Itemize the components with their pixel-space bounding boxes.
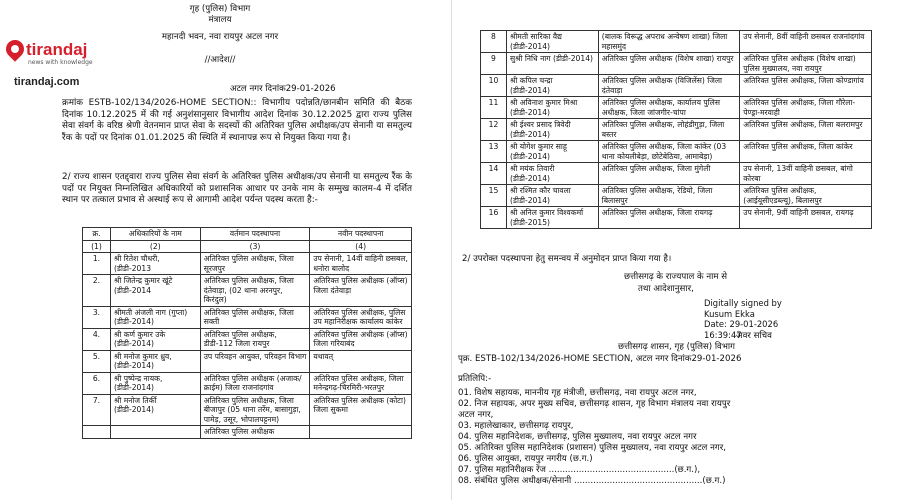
- table-cell: श्री ईश्वर प्रसाद त्रिवेदी (डीडी-2014): [506, 119, 598, 141]
- copy-recipient: 06. पुलिस आयुक्त, रायपुर नगरीय (छ.ग.): [458, 454, 593, 464]
- copy-list: [458, 388, 894, 487]
- copy-recipient: 02. निज सहायक, अपर मुख्य सचिव, छत्तीसगढ़ शासन, गृह विभाग मंत्रालय नवा रायपुर: [458, 399, 731, 409]
- table-cell: 11: [481, 97, 507, 119]
- table-cell: 16: [481, 207, 507, 229]
- signatory-dept: छत्तीसगढ़ शासन, गृह (पुलिस) विभाग: [618, 342, 735, 352]
- table-row: [83, 372, 412, 394]
- table-cell: अतिरिक्त पुलिस अधीक्षक, लोहंडीगुड़ा, जिला बस्तर: [598, 119, 740, 141]
- table-cell: अतिरिक्त पुलिस अधीक्षक, जिला बीजापुर (05 थाना तर्रेम, बासागुड़ा, पामेड़, उसूर, भोपालपट्टनम): [200, 394, 310, 426]
- table-row: [83, 253, 412, 275]
- col-number: (1): [83, 240, 111, 253]
- table-cell: 8: [481, 31, 507, 53]
- table-cell: अतिरिक्त पुलिस अधीक्षक (ऑप्स) जिला गरियाबंद: [310, 328, 412, 350]
- table-row: [481, 141, 872, 163]
- table-cell: अतिरिक्त पुलिस अधीक्षक (अजाक/क्राईम) जिला राजनांदगांव: [200, 372, 310, 394]
- table-cell: श्री कर्ण कुमार उके (डीडी-2014): [110, 328, 200, 350]
- table-cell: 5.: [83, 350, 111, 372]
- table-cell: अतिरिक्त पुलिस अधीक्षक: [200, 426, 310, 439]
- col-number: (2): [110, 240, 200, 253]
- map-pin-icon: [2, 36, 27, 61]
- copy-recipient: 03. महालेखाकार, छत्तीसगढ़ रायपुर,: [458, 421, 574, 431]
- copy-heading: प्रतिलिपि:-: [458, 374, 492, 384]
- table-cell: सुश्री निधि नाग (डीडी-2014): [506, 53, 598, 75]
- endorsement-line: पृक्र. ESTB-102/134/2026-HOME SECTION, अटल नगर दिनांक29-01-2026: [458, 354, 742, 364]
- table-header-row: [83, 228, 412, 241]
- table-row: [83, 350, 412, 372]
- col-header: वर्तमान पदस्थापना: [200, 228, 310, 241]
- table-cell: श्रीमती अंजली नाग (गुप्ता) (डीडी-2014): [110, 306, 200, 328]
- posting-table-right: [480, 30, 872, 229]
- table-row: [481, 163, 872, 185]
- table-cell: श्री अविनाश कुमार मिश्रा (डीडी-2014): [506, 97, 598, 119]
- table-cell: श्री पुष्पेन्द्र नायक, (डीडी-2014): [110, 372, 200, 394]
- table-row: [481, 75, 872, 97]
- table-cell: उप सेनानी, 8वीं वाहिनी छसबल राजनांदगांव: [740, 31, 872, 53]
- table-cell: अतिरिक्त पुलिस अधीक्षक, जिला मनेन्द्रगढ़-चिरमिरी-भरतपुर: [310, 372, 412, 394]
- order-paragraph-1: क्रमांक ESTB-102/134/2026-HOME SECTION:: विभागीय पदोन्नति/छानबीन समिति की बैठक दिनांक 10.12.2025 में की गई अनुशंसानुसार विभागीय आदेश दिनांक 30.12.2025 द्वारा राज्य पुलिस सेवा संवर्ग के वरिष्ठ श्रेणी वेतनमान प्राप्त सेवा के सदस्यों की अतिरिक्त पुलिस अधीक्षक/उप सेनानी या समतुल्य रैंक के पदों पर दिनांक 01.01.2025 की स्थिति में स्थानापन्न रूप से नियुक्त किया गया है।: [62, 98, 412, 143]
- table-cell: अतिरिक्त पुलिस अधीक्षक, जिला कांकेर (03 थाना कोयलीबेड़ा, छोटेबेठिया, आमाबेड़ा): [598, 141, 740, 163]
- order-page-right: [452, 0, 900, 500]
- signature-time: 16:39:47: [704, 329, 742, 340]
- table-row: [481, 185, 872, 207]
- table-cell: अतिरिक्त पुलिस अधीक्षक (कोटा) जिला सुकमा: [310, 394, 412, 426]
- table-cell: अतिरिक्त पुलिस अधीक्षक, जिला कोण्डागांव: [740, 75, 872, 97]
- table-cell: श्री जितेन्द्र कुमार खूंटे (डीडी-2014: [110, 275, 200, 307]
- table-cell: अतिरिक्त पुलिस अधीक्षक, रेडियो, जिला बिलासपुर: [598, 185, 740, 207]
- table-cell: अतिरिक्त पुलिस अधीक्षक, जिला बलरामपुर: [740, 119, 872, 141]
- copy-recipient: 05. अतिरिक्त पुलिस महानिदेशक (प्रशासन) पुलिस मुख्यालय, नवा रायपुर अटल नगर,: [458, 443, 726, 453]
- table-row: [83, 426, 412, 439]
- table-row: [481, 31, 872, 53]
- table-cell: 15: [481, 185, 507, 207]
- table-cell: उप सेनानी, 13वीं वाहिनी छसबल, बांगो कोरबा: [740, 163, 872, 185]
- table-cell: [110, 426, 200, 439]
- table-cell: 7.: [83, 394, 111, 426]
- logo-domain: tirandaj.com: [14, 76, 80, 88]
- table-cell: श्री अनिल कुमार विश्वकर्मा (डीडी-2015): [506, 207, 598, 229]
- col-header: नवीन पदस्थापना: [310, 228, 412, 241]
- governor-line: छत्तीसगढ़ के राज्यपाल के नाम से: [624, 272, 728, 282]
- table-cell: अतिरिक्त पुलिस अधीक्षक, जिला कांकेर: [740, 141, 872, 163]
- logo-brand: tirandaj: [26, 40, 88, 59]
- table-cell: अतिरिक्त पुलिस अधीक्षक, जिला मुंगेली: [598, 163, 740, 185]
- table-cell: श्री कपिल चन्द्रा (डीडी-2014): [506, 75, 598, 97]
- table-cell: 3.: [83, 306, 111, 328]
- table-row: [83, 275, 412, 307]
- copy-recipient: 07. पुलिस महानिरीक्षक रेंज ..............................................(छ.ग.),: [458, 465, 701, 475]
- table-cell: अतिरिक्त पुलिस अधीक्षक, जिला दंतेवाड़ा, (02 थाना अरनपुर, किरंदुल): [200, 275, 310, 307]
- table-cell: 12: [481, 119, 507, 141]
- header-block: [110, 4, 330, 66]
- col-number: (4): [310, 240, 412, 253]
- table-cell: 9: [481, 53, 507, 75]
- table-cell: श्री रितेश चौधरी, (डीडी-2013: [110, 253, 200, 275]
- col-number: (3): [200, 240, 310, 253]
- order-date: अटल नगर दिनांक29-01-2026: [230, 84, 336, 94]
- table-cell: श्री योगेश कुमार साहू (डीडी-2014): [506, 141, 598, 163]
- table-cell: अतिरिक्त पुलिस अधीक्षक, (आईयूसीएडब्ल्यू), बिलासपुर: [740, 185, 872, 207]
- table-row: [83, 306, 412, 328]
- table-cell: अतिरिक्त पुलिस अधीक्षक, पुलिस उप महानिरीक्षक कार्यालय कांकेर: [310, 306, 412, 328]
- table-cell: 6.: [83, 372, 111, 394]
- signature-line: Digitally signed by: [704, 298, 782, 308]
- office-address: महानदी भवन, नवा रायपुर अटल नगर: [161, 32, 279, 42]
- table-row: [481, 53, 872, 75]
- order-line: तथा आदेशानुसार,: [638, 284, 694, 294]
- copy-recipient: 04. पुलिस महानिदेशक, छत्तीसगढ़, पुलिस मुख्यालय, नवा रायपुर अटल नगर: [458, 432, 697, 442]
- table-cell: अतिरिक्त पुलिस अधीक्षक (विशेष शाखा) रायपुर: [598, 53, 740, 75]
- table-cell: [83, 426, 111, 439]
- table-cell: अतिरिक्त पुलिस अधीक्षक, जिला सक्ती: [200, 306, 310, 328]
- order-paragraph-2: 2/ राज्य शासन एतद्द्वारा राज्य पुलिस सेवा संवर्ग के अतिरिक्त पुलिस अधीक्षक/उप सेनानी या समतुल्य रैंक के पदों पर नियुक्त निम्नलिखित अधिकारियों को प्रशासनिक आधार पर उनके नाम के सम्मुख कालम-4 में दर्शित स्थान पर तत्काल प्रभाव से अस्थाई रूप से आगामी आदेश पर्यन्त पदस्थ करता है:-: [62, 172, 412, 205]
- table-cell: 13: [481, 141, 507, 163]
- table-cell: [310, 426, 412, 439]
- table-row: [83, 394, 412, 426]
- table-cell: उप सेनानी, 14वीं वाहिनी छसबल, धनोरा बालोद: [310, 253, 412, 275]
- table-cell: श्री मनोज तिर्की (डीडी-2014): [110, 394, 200, 426]
- logo-tagline: news with knowledge: [28, 59, 93, 66]
- table-row: [481, 207, 872, 229]
- table-cell: 10: [481, 75, 507, 97]
- table-cell: अतिरिक्त पुलिस अधीक्षक, जिला गौरेला-पेण्ड्रा-मरवाही: [740, 97, 872, 119]
- table-cell: 1.: [83, 253, 111, 275]
- posting-table-left: [82, 227, 412, 439]
- signer-name: Kusum Ekka: [704, 308, 755, 319]
- table-cell: श्रीमती सारिका वैद्य (डीडी-2014): [506, 31, 598, 53]
- table-cell: उप परिवहन आयुक्त, परिवहन विभाग: [200, 350, 310, 372]
- dept-name: गृह (पुलिस) विभाग: [189, 4, 251, 14]
- table-cell: अतिरिक्त पुलिस अधीक्षक, कार्यालय पुलिस अधीक्षक, जिला जांजगीर-चांपा: [598, 97, 740, 119]
- col-header: अधिकारियों के नाम: [110, 228, 200, 241]
- table-cell: अतिरिक्त पुलिस अधीक्षक (विजिलेंस) जिला दंतेवाड़ा: [598, 75, 740, 97]
- table-cell: (बालक विरूद्ध अपराध अन्वेषण शाखा) जिला महासमुंद: [598, 31, 740, 53]
- table-cell: उप सेनानी, 9वीं वाहिनी छसबल, रायगढ़: [740, 207, 872, 229]
- table-cell: अतिरिक्त पुलिस अधीक्षक (विशेष शाखा) पुलिस मुख्यालय, नवा रायपुर: [740, 53, 872, 75]
- col-number-row: [83, 240, 412, 253]
- table-cell: श्री रश्मित कौर चावला (डीडी-2014): [506, 185, 598, 207]
- table-cell: 2.: [83, 275, 111, 307]
- table-cell: अतिरिक्त पुलिस अधीक्षक, जिला रायगढ़: [598, 207, 740, 229]
- table-row: [83, 328, 412, 350]
- order-heading: //आदेश//: [204, 55, 236, 65]
- table-row: [481, 119, 872, 141]
- under-secretary: अवर सचिव: [736, 331, 772, 341]
- ministry-name: मंत्रालय: [208, 15, 232, 25]
- copy-recipient: 01. विशेष सहायक, माननीय गृह मंत्रीजी, छत्तीसगढ़, नवा रायपुर अटल नगर,: [458, 388, 697, 398]
- approval-note: 2/ उपरोक्त पदस्थापना हेतु समन्वय में अनुमोदन प्राप्त किया गया है।: [462, 254, 672, 264]
- copy-recipient: अटल नगर,: [458, 410, 494, 420]
- table-cell: अतिरिक्त पुलिस अधीक्षक, डीडी-112 जिला रायपुर: [200, 328, 310, 350]
- table-cell: 4.: [83, 328, 111, 350]
- table-cell: श्री मयंक तिवारी (डीडी-2014): [506, 163, 598, 185]
- col-header: क्र.: [83, 228, 111, 241]
- table-cell: यथावत्: [310, 350, 412, 372]
- table-cell: 14: [481, 163, 507, 185]
- signature-date: Date: 29-01-2026: [704, 319, 779, 329]
- table-cell: अतिरिक्त पुलिस अधीक्षक, जिला सूरजपुर: [200, 253, 310, 275]
- table-cell: अतिरिक्त पुलिस अधीक्षक (ऑप्स) जिला दंतेवाड़ा: [310, 275, 412, 307]
- table-row: [481, 97, 872, 119]
- copy-recipient: 08. संबंधित पुलिस अधीक्षक/सेनानी ...............................................(छ.ग.): [458, 476, 726, 486]
- table-cell: श्री मनोज कुमार ध्रुव, (डीडी-2014): [110, 350, 200, 372]
